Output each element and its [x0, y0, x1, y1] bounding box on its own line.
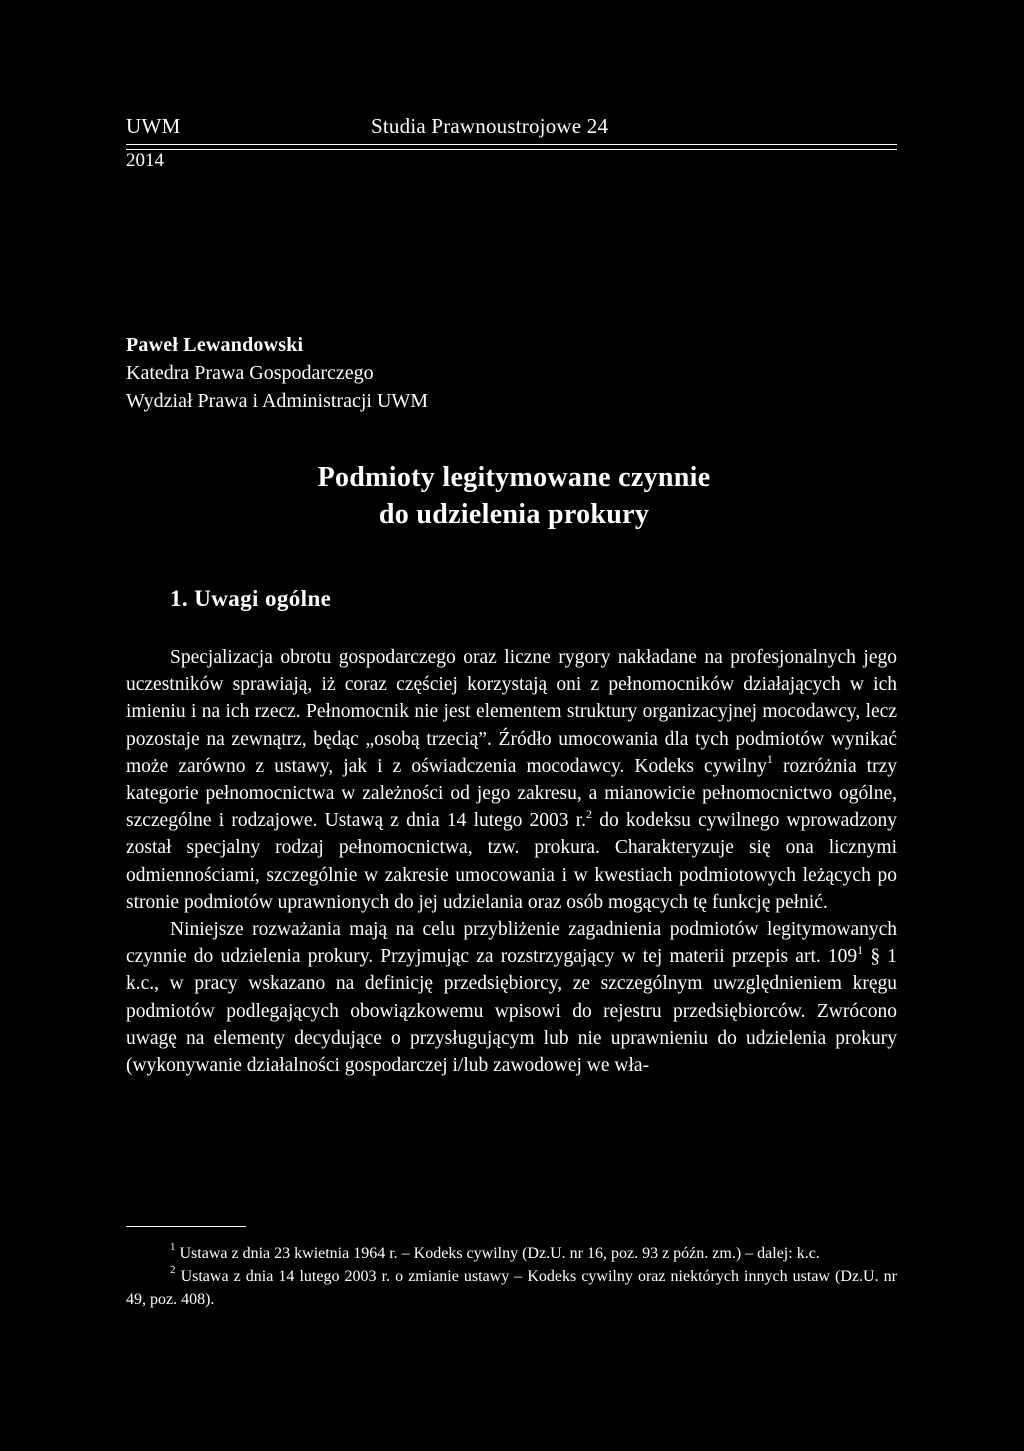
footnote-2-text: Ustawa z dnia 14 lutego 2003 r. o zmianie ustawy – Kodeks cywilny oraz niektórych innych ustaw (Dz.U. nr 49, poz. 408).: [126, 1268, 897, 1308]
footnote-1-text: Ustawa z dnia 23 kwietnia 1964 r. – Kodeks cywilny (Dz.U. nr 16, poz. 93 z późn. zm.) – dalej: k.c.: [175, 1245, 820, 1262]
footnote-ref-1: 1: [766, 752, 773, 767]
paragraph-1-part-c: do kodeksu cywilnego wprowadzony został specjalny rodzaj pełnomocnictwa, tzw. prokura. Charakteryzuje się ona licznymi odmiennościami, szczególnie w zakresie umocowania i w kwestiach podmiotowych leżących po stronie podmiotów uprawnionych do jej udzielania oraz osób mogących tę funkcję pełnić.: [126, 810, 897, 913]
paragraph-2: [126, 916, 897, 1079]
author-department: Katedra Prawa Gospodarczego: [126, 362, 374, 384]
header-rule-bottom: [126, 149, 897, 150]
footnote-1-mark: 1: [170, 1240, 176, 1253]
header-year: 2014: [126, 150, 164, 171]
footnote-separator: [126, 1226, 246, 1227]
article-title-line1: Podmioty legitymowane czynnie: [317, 462, 711, 493]
header-publisher: UWM: [126, 114, 181, 138]
paragraph-1: [126, 644, 897, 916]
header-journal: Studia Prawnoustrojowe 24: [371, 114, 609, 138]
footnote-1: [126, 1242, 897, 1265]
footnotes: [126, 1242, 897, 1311]
article-title-line2: do udzielenia prokury: [378, 499, 650, 530]
article-superscript: 1: [857, 942, 864, 957]
paragraph-2-part-b: § 1 k.c., w pracy wskazano na definicję przedsiębiorcy, ze szczególnym uwzględnieniem kręgu podmiotów podlegających obowiązkowemu wpisowi do rejestru przedsiębiorców. Zwrócono uwagę na elementy decydujące o przysługującym lub nie uprawnieniu do udzielenia prokury (wykonywanie działalności gospodarczej i/lub zawodowej we wła-: [126, 946, 897, 1077]
header-rule-top: [126, 144, 897, 145]
footnote-2: [126, 1265, 897, 1311]
body-text: [126, 644, 897, 1079]
paragraph-1-part-a: Specjalizacja obrotu gospodarczego oraz liczne rygory nakładane na profesjonalnych jego uczestników sprawiają, iż coraz częściej korzystają oni z pełnomocników działających w ich imieniu i na ich rzecz. Pełnomocnik nie jest elementem struktury organizacyjnej mocodawcy, lecz pozostaje na zewnątrz, będąc „osobą trzecią”. Źródło umocowania dla tych podmiotów wynikać może zarówno z ustawy, jak i z oświadczenia mocodawcy. Kodeks cywilny: [126, 647, 897, 777]
paragraph-2-part-a: Niniejsze rozważania mają na celu przybliżenie zagadnienia podmiotów legitymowanych czynnie do udzielenia prokury. Przyjmując za rozstrzygający w tej materii przepis art. 109: [126, 919, 897, 968]
footnote-ref-2: 2: [586, 806, 593, 821]
section-heading: 1. Uwagi ogólne: [170, 586, 332, 611]
footnote-2-mark: 2: [170, 1263, 176, 1276]
author-faculty: Wydział Prawa i Administracji UWM: [126, 390, 429, 412]
author-name: Paweł Lewandowski: [126, 334, 304, 356]
paragraph-1-part-b: rozróżnia trzy kategorie pełnomocnictwa w zależności od jego zakresu, a mianowicie pełnomocnictwo ogólne, szczególne i rodzajowe. Ustawą z dnia 14 lutego 2003 r.: [126, 755, 897, 832]
